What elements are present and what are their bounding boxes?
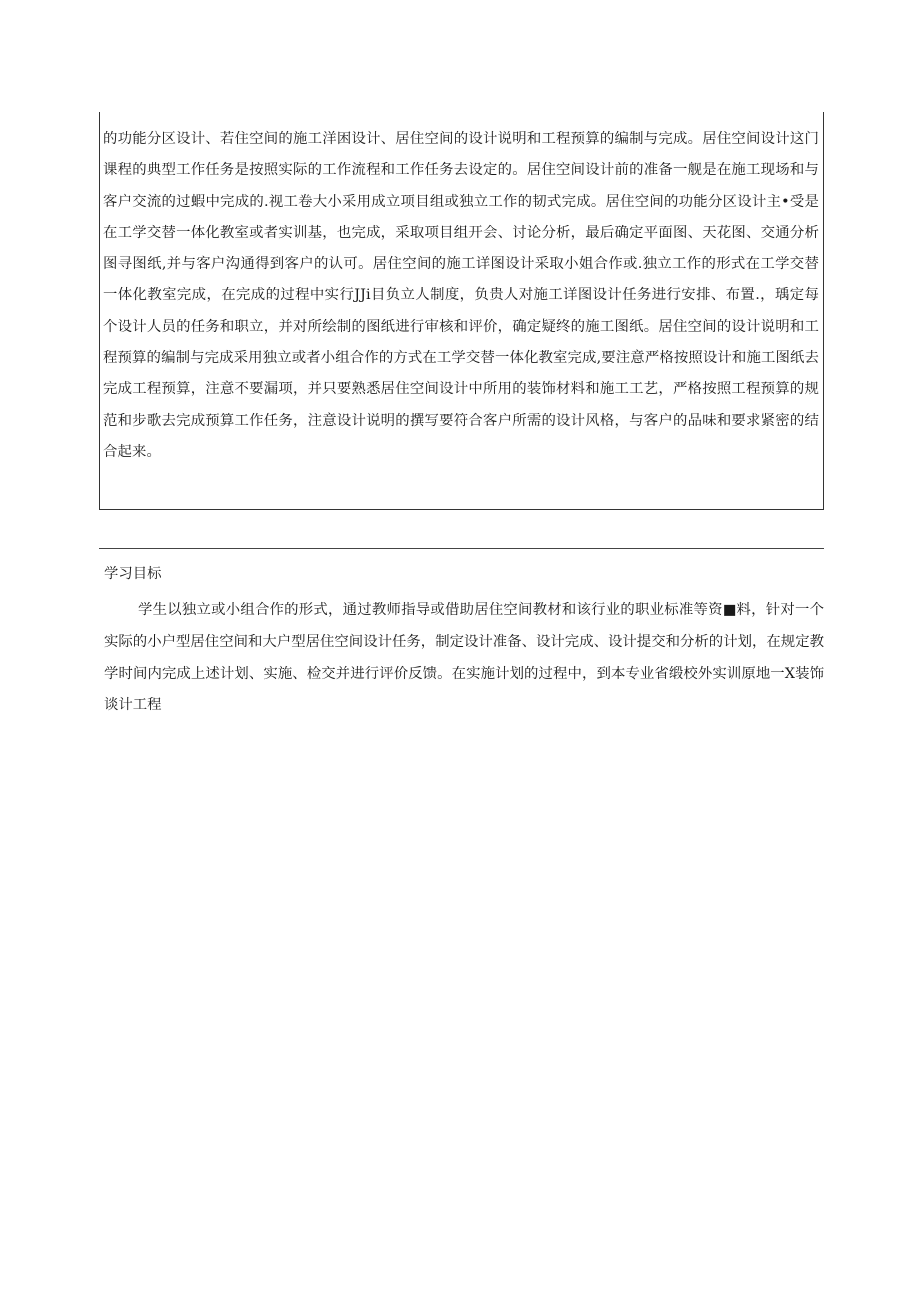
course-description-box [99,112,824,510]
learning-objectives-heading: 学习目标 [104,566,162,582]
course-description-text: 的功能分区设计、若住空间的施工洋困设计、居住空间的设计说明和工程预算的编制与完成。居住空间设计这门课程的典型工作任务是按照实际的工作流程和工作任务去设定的。居住空间设计前的准备一舰是在施工现场和与客户交流的过蝦中完成的.视工卷大小采用成立项目组或独立工作的韧式完成。居住空间的功能分区设计主•受是在工学交替一体化教室或者实训基，也完成，采取项目组开会、讨论分析，最后确定平面图、天花图、交通分析图寻图纸,并与客户沟通得到客户的认可。居住空间的施工详图设计采取小姐合作或.独立工作的形式在工学交替一体化教室完成，在完成的过程中实行JJi目负立人制度，负贵人对施工详图设计任务进行安排、布置.，瑀定每个设计人员的任务和职立，并对所绘制的图纸进行审核和评价，确定疑终的施工图纸。居住空间的设计说明和工程预算的编制与完成采用独立或者小组合作的方式在工学交替一体化教室完成,要注意严格按照设计和施工图纸去完成工程预算，注意不要漏项，并只要熟悉居住空间设计中所用的装饰材料和施工工艺，严格按照工程预算的规范和步歌去完成预算工作任务，注意设计说明的撰写要符合客户所需的设计风格，与客户的品味和要求紧密的结合起来。 [103,131,819,460]
learning-objectives-text: 学生以独立或小组合作的形式，通过教师指导或借助居住空间教材和该行业的职业标准等资■料，针对一个实际的小户型居住空间和大户型居住空间设计任务，制定设计准备、设计完成、设计提交和分析的计划，在规定教学时间内完成上述计划、实施、检交并进行评价反馈。在实施计划的过程中，到本专业省缎校外实训原地一X装饰谈计工程 [104,602,824,714]
section-divider [99,548,824,549]
